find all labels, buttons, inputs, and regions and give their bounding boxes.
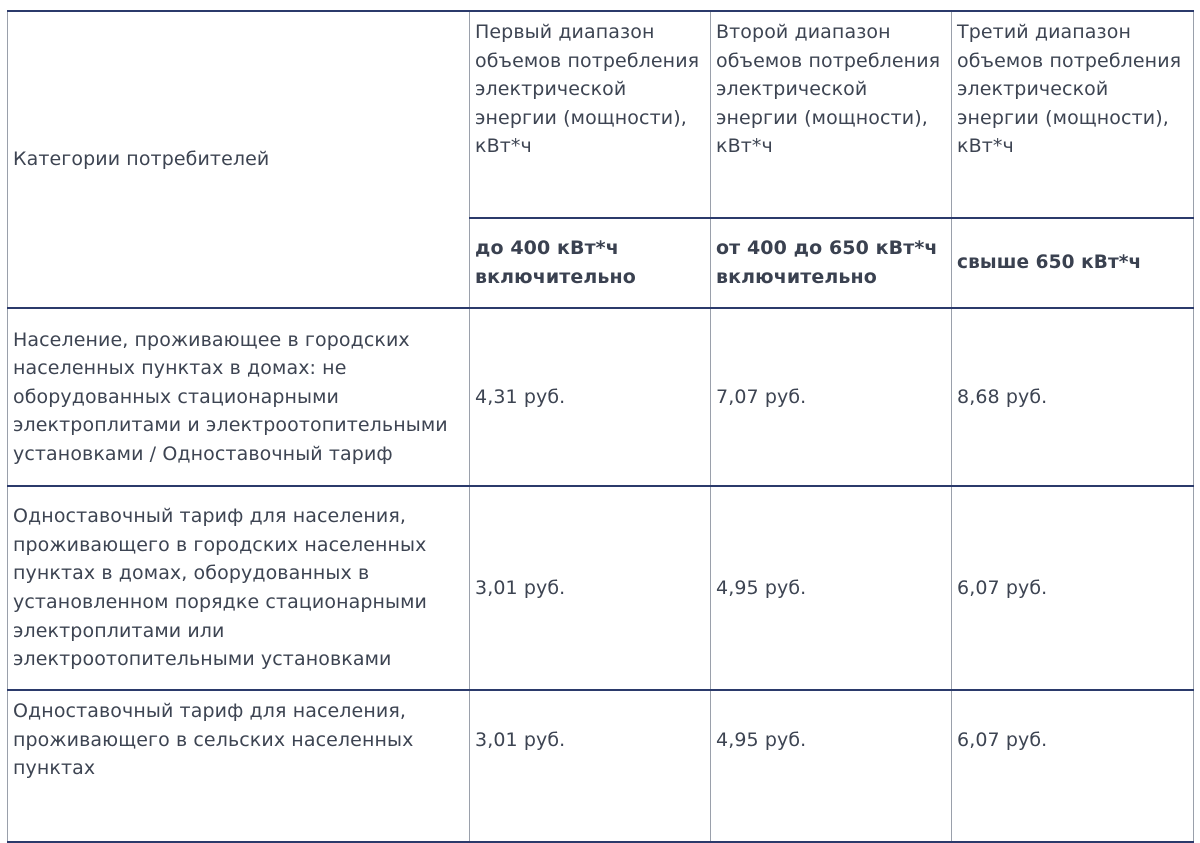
row-price-range-3: 8,68 руб. [952, 308, 1194, 486]
row-price-range-2: 7,07 руб. [711, 308, 952, 486]
row-price-range-1: 3,01 руб. [470, 486, 711, 690]
tariff-table [7, 10, 1194, 843]
table-row [8, 486, 1194, 690]
row-category: Население, проживающее в городских населенных пунктах в домах: не оборудованных стационарными электроплитами и электроотопительными установками / Одноставочный тариф [8, 308, 470, 486]
limit-range-2: от 400 до 650 кВт*ч включительно [711, 218, 952, 308]
row-price-range-3: 6,07 руб. [952, 690, 1194, 842]
row-category: Одноставочный тариф для населения, проживающего в городских населенных пунктах в домах, оборудованных в установленном порядке стационарными электроплитами или электроотопительными установками [8, 486, 470, 690]
row-price-range-2: 4,95 руб. [711, 690, 952, 842]
table-row [8, 690, 1194, 842]
header-category-cell: Категории потребителей [8, 11, 470, 308]
table-row [8, 308, 1194, 486]
row-price-range-3: 6,07 руб. [952, 486, 1194, 690]
row-price-range-1: 4,31 руб. [470, 308, 711, 486]
row-category: Одноставочный тариф для населения, проживающего в сельских населенных пунктах [8, 690, 470, 842]
limit-range-3: свыше 650 кВт*ч [952, 218, 1194, 308]
header-range-3: Третий диапазон объемов потребления электрической энергии (мощности), кВт*ч [952, 11, 1194, 218]
row-price-range-1: 3,01 руб. [470, 690, 711, 842]
table-header-row [8, 11, 1194, 218]
header-range-2: Второй диапазон объемов потребления электрической энергии (мощности), кВт*ч [711, 11, 952, 218]
limit-range-1: до 400 кВт*ч включительно [470, 218, 711, 308]
header-range-1: Первый диапазон объемов потребления электрической энергии (мощности), кВт*ч [470, 11, 711, 218]
row-price-range-2: 4,95 руб. [711, 486, 952, 690]
